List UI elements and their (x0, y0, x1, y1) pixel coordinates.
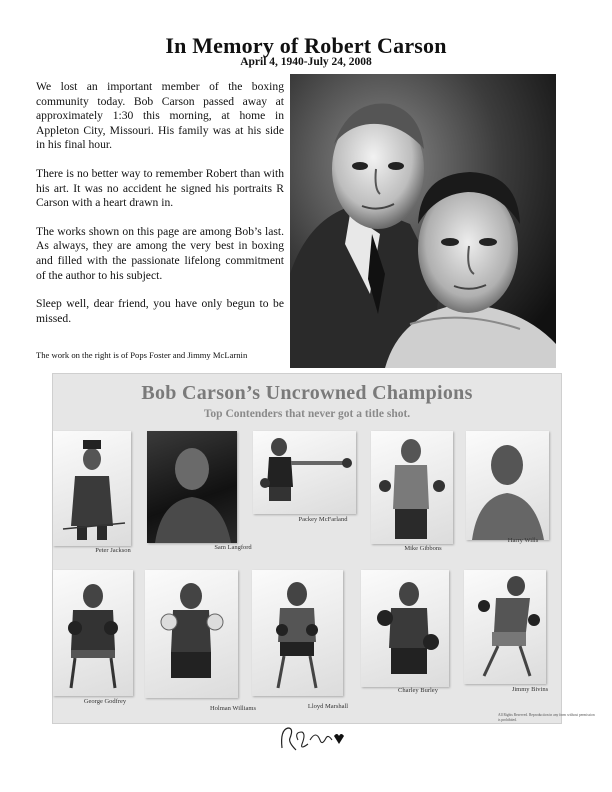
page-title: In Memory of Robert Carson (165, 33, 447, 58)
article-paragraph: There is no better way to remember Robert than with his art. It was no accident he signed his portraits R Carson with a heart drawn in. (36, 166, 284, 210)
poster-title: Bob Carson’s Uncrowned Champions (141, 382, 473, 404)
fighter-name: Sam Langford (214, 544, 252, 551)
page-subtitle: April 4, 1940-July 24, 2008 (240, 56, 372, 68)
article-paragraph: Sleep well, dear friend, you have only begun to be missed. (36, 297, 284, 325)
champions-poster (52, 373, 595, 724)
portrait-illustration (290, 74, 556, 368)
portrait-caption: The work on the right is of Pops Foster and Jimmy McLarnin (36, 350, 248, 360)
fighter-portrait (371, 431, 453, 544)
poster-subtitle: Top Contenders that never got a title shot. (203, 408, 411, 420)
fighter-portrait (361, 570, 449, 687)
fighter-portrait (464, 570, 546, 684)
article-body (36, 80, 284, 340)
fighter-portrait (253, 431, 356, 514)
fighter-name: Holman Williams (209, 705, 257, 712)
article-paragraph: The works shown on this page are among Bob’s last. As always, they are among the very best in boxing and filled with the passionate lifelong commitment of the author to his subject. (36, 224, 284, 282)
fighter-portrait (145, 570, 238, 698)
copyright-notice: All Rights Reserved. Reproduction in any form without permission is prohibited. (498, 713, 595, 722)
article-paragraph: We lost an important member of the boxing community today. Bob Carson passed away at approximately 1:30 this morning, at home in Appleton City, Missouri. His family was at his side in his final hour. (36, 80, 284, 152)
fighter-name: Charley Burley (398, 687, 438, 694)
fighter-name: Mike Gibbons (404, 545, 442, 552)
fighter-name: Jimmy Bivins (511, 686, 549, 693)
fighter-name: Lloyd Marshall (307, 703, 349, 710)
fighter-portrait (53, 570, 133, 696)
fighter-name: Packey McFarland (298, 516, 348, 523)
fighter-name: Harry Wills (507, 537, 539, 544)
fighter-name: Peter Jackson (95, 547, 131, 554)
signature-graphic (276, 722, 346, 756)
fighter-portrait (53, 431, 131, 546)
fighter-portrait (252, 570, 343, 696)
fighter-portrait (147, 431, 237, 543)
fighter-name: George Godfrey (83, 698, 127, 705)
fighter-portrait (466, 431, 549, 540)
